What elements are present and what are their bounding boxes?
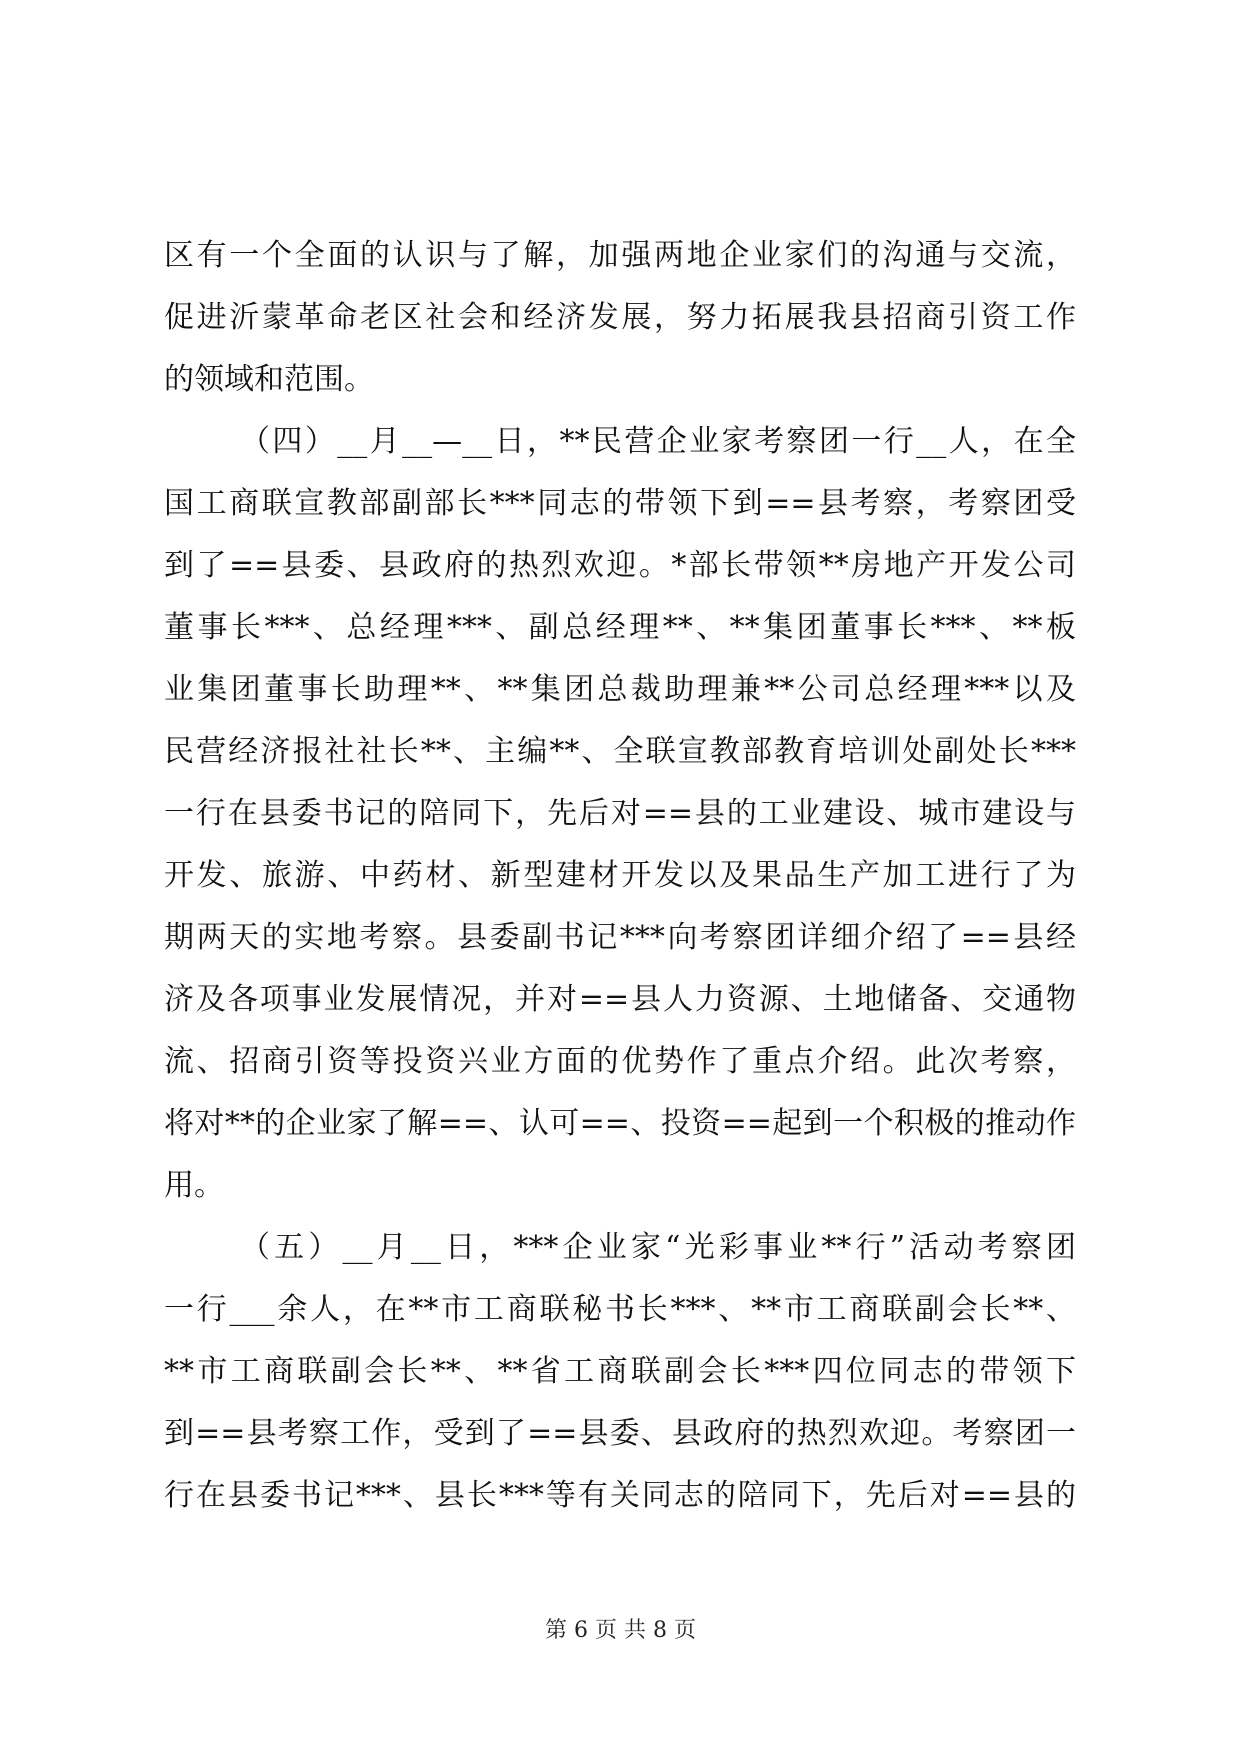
text-line: 到==县考察工作，受到了==县委、县政府的热烈欢迎。考察团一 — [164, 1416, 1076, 1451]
text-line: 业集团董事长助理**、**集团总裁助理兼**公司总经理***以及 — [164, 672, 1076, 707]
text-line: 流、招商引资等投资兴业方面的优势作了重点介绍。此次考察， — [164, 1044, 1076, 1079]
text-line: 行在县委书记***、县长***等有关同志的陪同下，先后对==县的 — [164, 1478, 1076, 1513]
text-line: 民营经济报社社长**、主编**、全联宣教部教育培训处副处长*** — [164, 734, 1076, 769]
paragraph-five-start: （五）__月__日，***企业家“光彩事业**行”活动考察团 — [240, 1230, 1076, 1265]
text-line: 区有一个全面的认识与了解，加强两地企业家们的沟通与交流， — [164, 238, 1076, 273]
text-line: 的领域和范围。 — [164, 362, 374, 397]
text-line: 一行___余人，在**市工商联秘书长***、**市工商联副会长**、 — [164, 1292, 1076, 1327]
text-line: 将对**的企业家了解==、认可==、投资==起到一个积极的推动作 — [164, 1106, 1076, 1141]
text-line: 促进沂蒙革命老区社会和经济发展，努力拓展我县招商引资工作 — [164, 300, 1076, 335]
text-line: 国工商联宣教部副部长***同志的带领下到==县考察，考察团受 — [164, 486, 1076, 521]
body-text — [164, 225, 1076, 1527]
text-line: 开发、旅游、中药材、新型建材开发以及果品生产加工进行了为 — [164, 858, 1076, 893]
text-line: 济及各项事业发展情况，并对==县人力资源、土地储备、交通物 — [164, 982, 1076, 1017]
text-line: 一行在县委书记的陪同下，先后对==县的工业建设、城市建设与 — [164, 796, 1076, 831]
text-line: 期两天的实地考察。县委副书记***向考察团详细介绍了==县经 — [164, 920, 1076, 955]
text-line: 到了==县委、县政府的热烈欢迎。*部长带领**房地产开发公司 — [164, 548, 1076, 583]
text-line: **市工商联副会长**、**省工商联副会长***四位同志的带领下 — [164, 1354, 1076, 1389]
text-line: 董事长***、总经理***、副总经理**、**集团董事长***、**板 — [164, 610, 1076, 645]
page-number-footer: 第 6 页 共 8 页 — [545, 1618, 696, 1643]
text-line: 用。 — [164, 1168, 224, 1203]
paragraph-four-start: （四）__月__—__日，**民营企业家考察团一行__人，在全 — [240, 424, 1076, 459]
